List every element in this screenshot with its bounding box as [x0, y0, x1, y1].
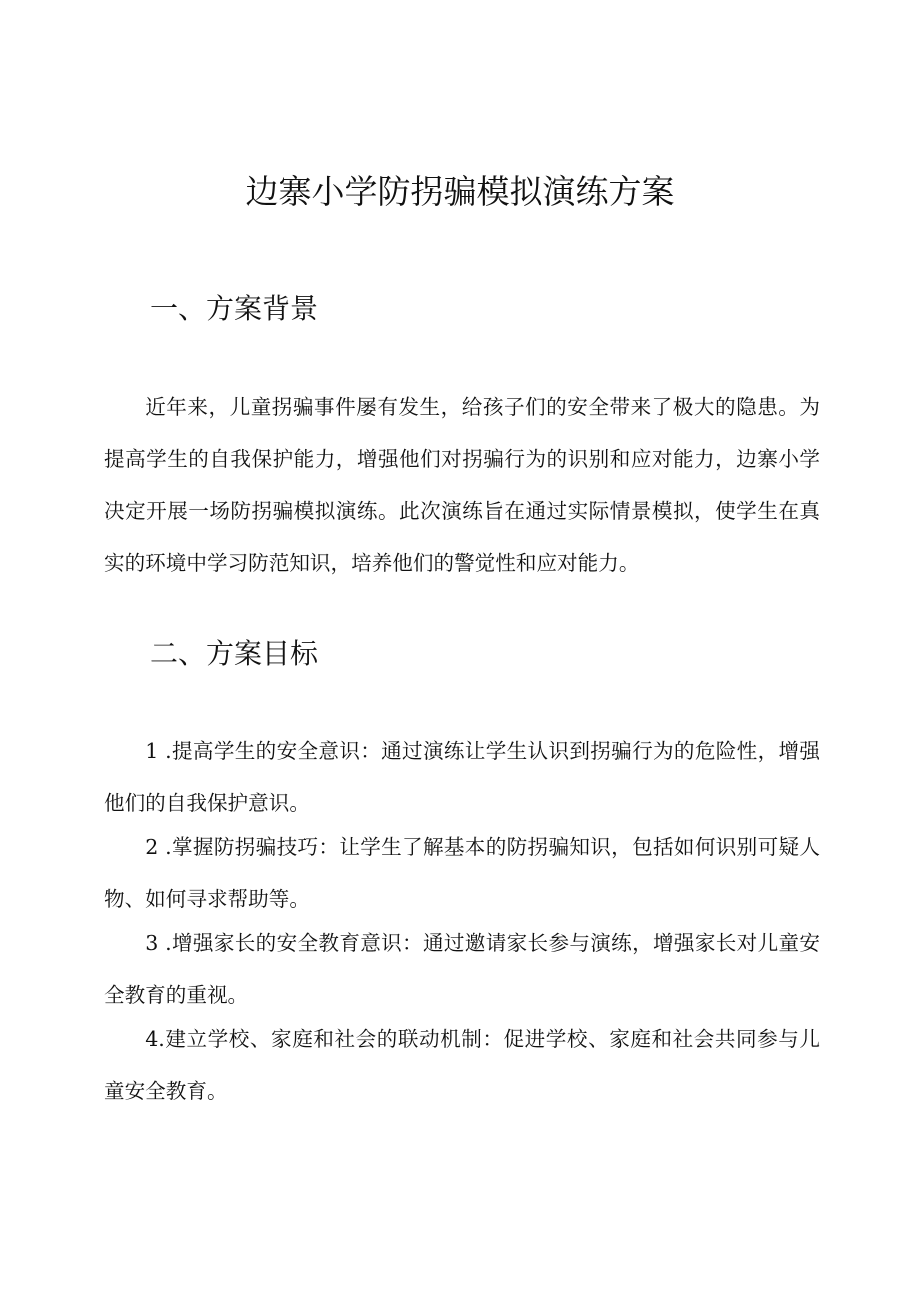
goal-item-number: 4. — [145, 1027, 165, 1051]
goal-item-number: 2 . — [145, 835, 172, 859]
goal-item-3 — [104, 917, 820, 1021]
goal-item-text: 建立学校、家庭和社会的联动机制：促进学校、家庭和社会共同参与儿童安全教育。 — [104, 1027, 820, 1103]
background-paragraph: 近年来，儿童拐骗事件屡有发生，给孩子们的安全带来了极大的隐患。为提高学生的自我保护能力，增强他们对拐骗行为的识别和应对能力，边寨小学决定开展一场防拐骗模拟演练。此次演练旨在通过实际情景模拟，使学生在真实的环境中学习防范知识，培养他们的警觉性和应对能力。 — [104, 395, 820, 575]
document-title: 边寨小学防拐骗模拟演练方案 — [245, 172, 675, 211]
goal-item-text: 掌握防拐骗技巧：让学生了解基本的防拐骗知识，包括如何识别可疑人物、如何寻求帮助等。 — [104, 835, 820, 911]
goal-item-text: 提高学生的安全意识：通过演练让学生认识到拐骗行为的危险性，增强他们的自我保护意识。 — [104, 739, 820, 815]
goal-item-number: 3 . — [145, 931, 172, 955]
section-heading-background: 一、方案背景 — [150, 292, 319, 325]
section-heading-goals: 二、方案目标 — [150, 637, 319, 670]
goal-item-1 — [104, 725, 820, 829]
goal-item-2 — [104, 821, 820, 925]
goal-item-text: 增强家长的安全教育意识：通过邀请家长参与演练，增强家长对儿童安全教育的重视。 — [104, 931, 820, 1007]
goal-item-number: 1 . — [145, 739, 172, 763]
goal-item-4 — [104, 1013, 820, 1117]
